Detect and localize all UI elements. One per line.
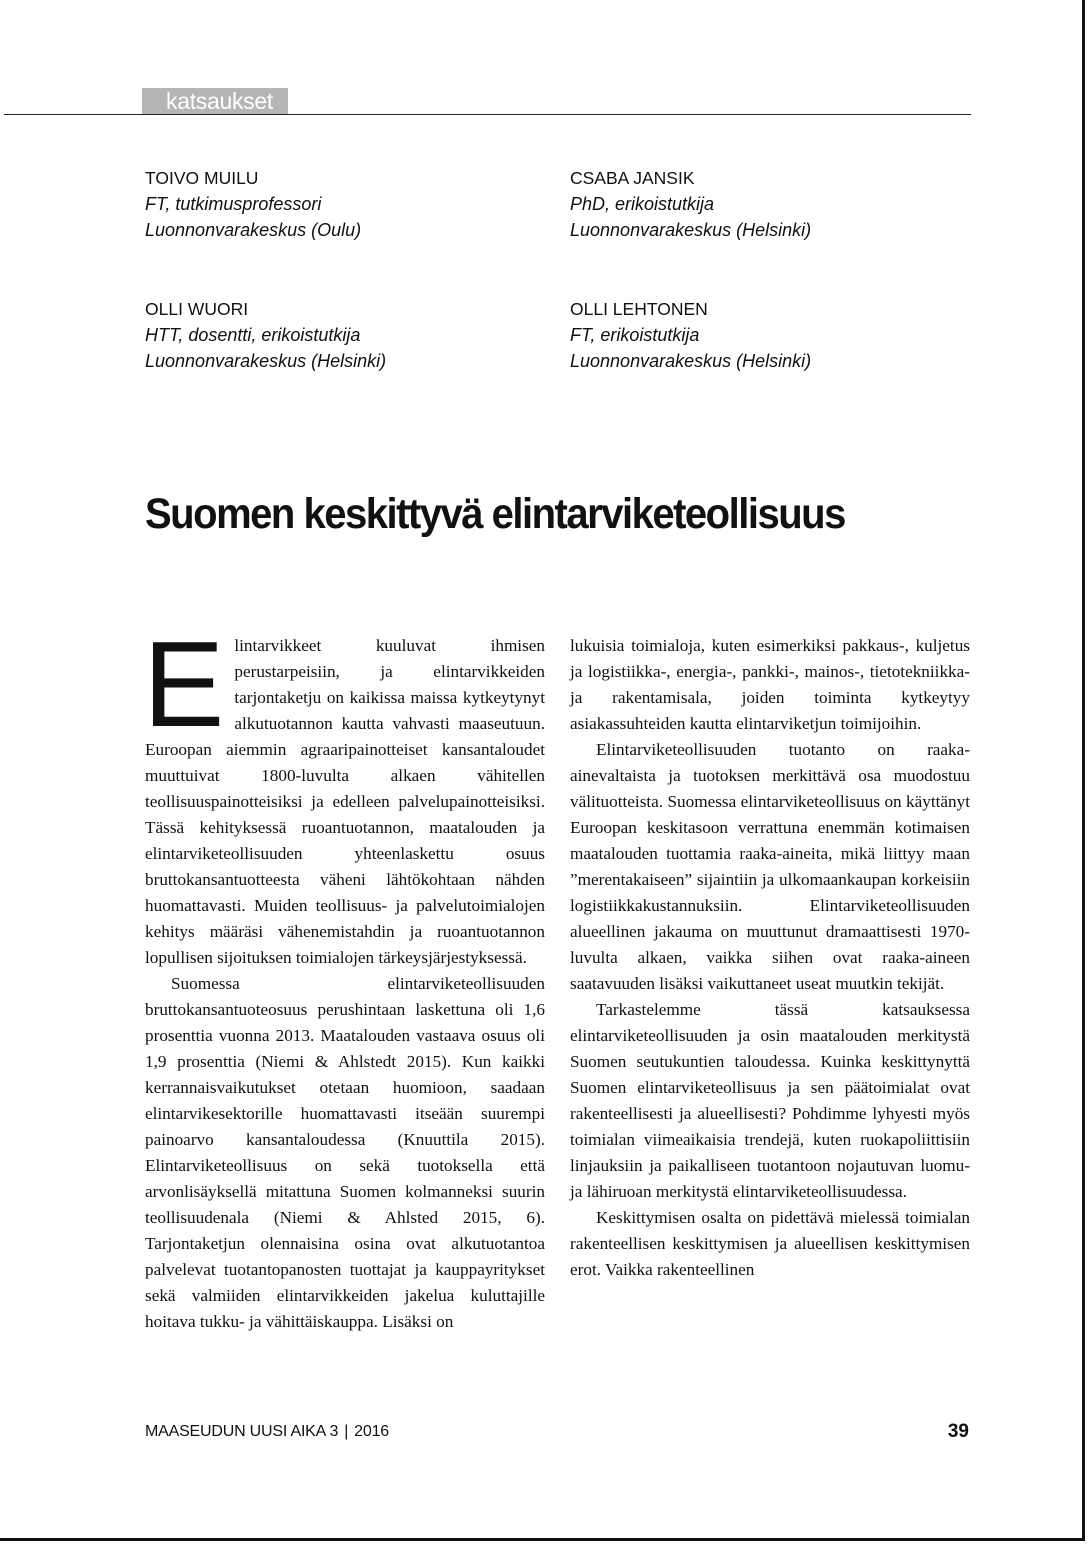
author-affiliation: Luonnonvarakeskus (Oulu) [145, 220, 362, 240]
body-paragraph: Keskittymisen osalta on pidettävä mielessä toimialan rakenteellisen keskittymisen ja alueellisen keskittymisen erot. Vaikka rakenteellinen [570, 1208, 970, 1279]
journal-name: MAASEUDUN UUSI AIKA [145, 1423, 326, 1440]
author-affiliation: Luonnonvarakeskus (Helsinki) [145, 351, 387, 371]
author-block [145, 296, 545, 374]
author-name: TOIVO MUILU [145, 168, 259, 188]
body-paragraph: Tarkastelemme tässä katsauksessa elintarviketeollisuuden ja osin maatalouden merkitystä Suomen seutukuntien taloudessa. Kuinka keskittynyttä Suomen elintarviketeollisuus ja sen päätoimialat ovat rakenteellisesti ja alueellisesti? Pohdimme lyhyesti myös toimialan viimeaikaisia trendejä, kuten ruokapoliittisiin linjauksiin ja paikalliseen tuotantoon nojautuvan luomu- ja lähiruoan merkitystä elintarviketeollisuudessa. [570, 1000, 970, 1201]
header-rule [4, 114, 971, 115]
author-name: OLLI WUORI [145, 299, 249, 319]
author-block [145, 165, 545, 243]
body-paragraph: lintarvikkeet kuuluvat ihmisen perustarpeisiin, ja elintarvikkeiden tarjontaketju on kaikissa maissa kytkeytynyt alkutuotannon kautta vahvasti maaseutuun. Euroopan aiemmin agraaripainotteiset kansantaloudet muuttuivat 1800-luvulta alkaen vähitellen teollisuuspainotteisiksi ja edelleen palvelupainotteisiksi. Tässä kehityksessä ruoantuotannon, maatalouden ja elintarviketeollisuuden yhteenlaskettu osuus bruttokansantuotteesta väheni lähtökohtaan nähden huomattavasti. Muiden teollisuus- ja palvelutoimialojen kehitys määräsi vähenemistahdin ja ruoantuotannon lopullisen sijoituksen toimialojen tärkeysjärjestyksessä. [145, 636, 545, 967]
author-affiliation: Luonnonvarakeskus (Helsinki) [570, 220, 812, 240]
footer-separator: | [344, 1423, 349, 1440]
body-paragraph: lukuisia toimialoja, kuten esimerkiksi pakkaus-, kuljetus ja logistiikka-, energia-, pankki-, mainos-, tietotekniikka- ja rakentamisala, joiden toiminta kytkeytyy asiakassuhteiden kautta elintarviketjun toimijoihin. [570, 636, 970, 733]
issue-number: 3 [329, 1423, 339, 1440]
author-name: CSABA JANSIK [570, 168, 695, 188]
author-role: FT, tutkimusprofessori [145, 194, 322, 214]
author-block [570, 165, 970, 243]
author-block [570, 296, 970, 374]
issue-year: 2016 [354, 1423, 389, 1440]
author-name: OLLI LEHTONEN [570, 299, 708, 319]
body-paragraph: Suomessa elintarviketeollisuuden bruttokansantuoteosuus perushintaan laskettuna oli 1,6 prosenttia vuonna 2013. Maatalouden vastaava osuus oli 1,9 prosenttia (Niemi & Ahlstedt 2015). Kun kaikki kerrannaisvaikutukset otetaan huomioon, saadaan elintarvikesektorille huomattavasti itseään suurempi painoarvo kansantaloudessa (Knuuttila 2015). Elintarviketeollisuus on sekä tuotoksella että arvonlisäyksellä mitattuna Suomen kolmanneksi suurin teollisuudenala (Niemi & Ahlsted 2015, 6). Tarjontaketjun olennaisina osina ovat alkutuotantoa palvelevat tuotantopanosten tuottajat ja kauppayritykset sekä valmiiden elintarvikkeiden jakelua kuluttajille hoitava tukku- ja vähittäiskauppa. Lisäksi on [145, 974, 545, 1331]
body-paragraph: Elintarviketeollisuuden tuotanto on raaka-ainevaltaista ja tuotoksen merkittävä osa muodostuu välituotteista. Suomessa elintarviketeollisuus on käyttänyt Euroopan keskitasoon verrattuna enemmän kotimaisen maatalouden tuottamia raaka-aineita, mikä liittyy maan ”merentakaiseen” sijaintiin ja ulkomaankaupan korkeisiin logistiikkakustannuksiin. Elintarviketeollisuuden alueellinen jakauma on muuttunut dramaattisesti 1970-luvulta alkaen, vaikka siihen ovat raaka-aineen saatavuuden lisäksi vaikuttaneet useat muutkin tekijät. [570, 740, 970, 993]
author-role: HTT, dosentti, erikoistutkija [145, 325, 361, 345]
body-column-left [143, 616, 545, 1335]
article-title: Suomen keskittyvä elintarviketeollisuus [145, 490, 845, 538]
author-affiliation: Luonnonvarakeskus (Helsinki) [570, 351, 812, 371]
footer-journal-info [145, 1420, 389, 1444]
page-number: 39 [947, 1421, 969, 1442]
section-tag: katsaukset [142, 88, 288, 114]
body-column-right [570, 633, 970, 1283]
author-role: FT, erikoistutkija [570, 325, 700, 345]
drop-cap: E [143, 616, 225, 752]
author-role: PhD, erikoistutkija [570, 194, 715, 214]
